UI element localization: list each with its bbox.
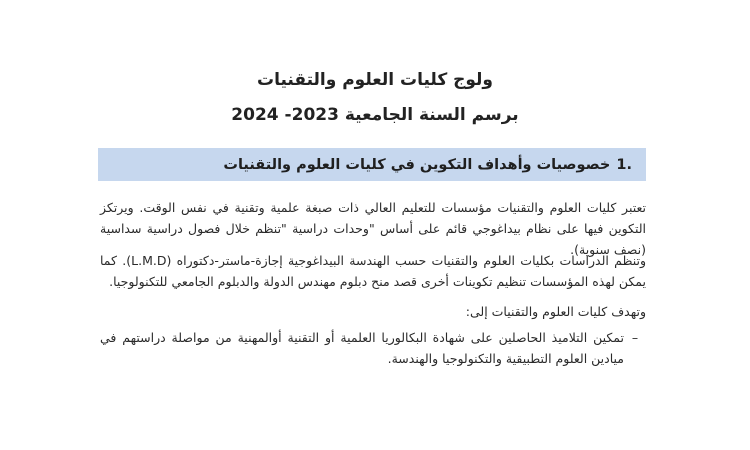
section-title: خصوصيات وأهداف التكوين في كليات العلوم والتقنيات <box>223 156 611 173</box>
bullet-dash: – <box>631 330 639 345</box>
academic-year-subtitle: برسم السنة الجامعية 2023- 2024 <box>231 105 519 125</box>
list-item <box>100 327 646 369</box>
paragraph-lmd-organization: وتنظم الدراسات بكليات العلوم والتقنيات حسب الهندسة البيداغوجية إجازة-ماستر-دكتوراه (L.M.D). كما يمكن لهذه المؤسسات تنظيم تكوينات أخرى قصد منح دبلوم مهندس الدولة والدبلوم الجامعي للتكنولوجيا. <box>100 253 646 289</box>
document-title: ولوج كليات العلوم والتقنيات <box>256 70 493 90</box>
bullet-text: تمكين التلاميذ الحاصلين على شهادة البكالوريا العلمية أو التقنية أوالمهنية من مواصلة دراستهم في ميادين العلوم التطبيقية والتكنولوجيا والهندسة. <box>100 330 624 366</box>
paragraph-objectives-intro: وتهدف كليات العلوم والتقنيات إلى: <box>465 304 646 319</box>
section-heading-bar <box>98 148 646 181</box>
section-number: .1 <box>616 156 632 173</box>
paragraph-institutions: تعتبر كليات العلوم والتقنيات مؤسسات للتعليم العالي ذات صبغة علمية وتقنية في نفس الوقت. ويرتكز التكوين فيها على نظام بيداغوجي قائم على أساس "وحدات دراسية "تنظم خلال فصول دراسية سداسية (نصف سنوية). <box>100 200 646 257</box>
